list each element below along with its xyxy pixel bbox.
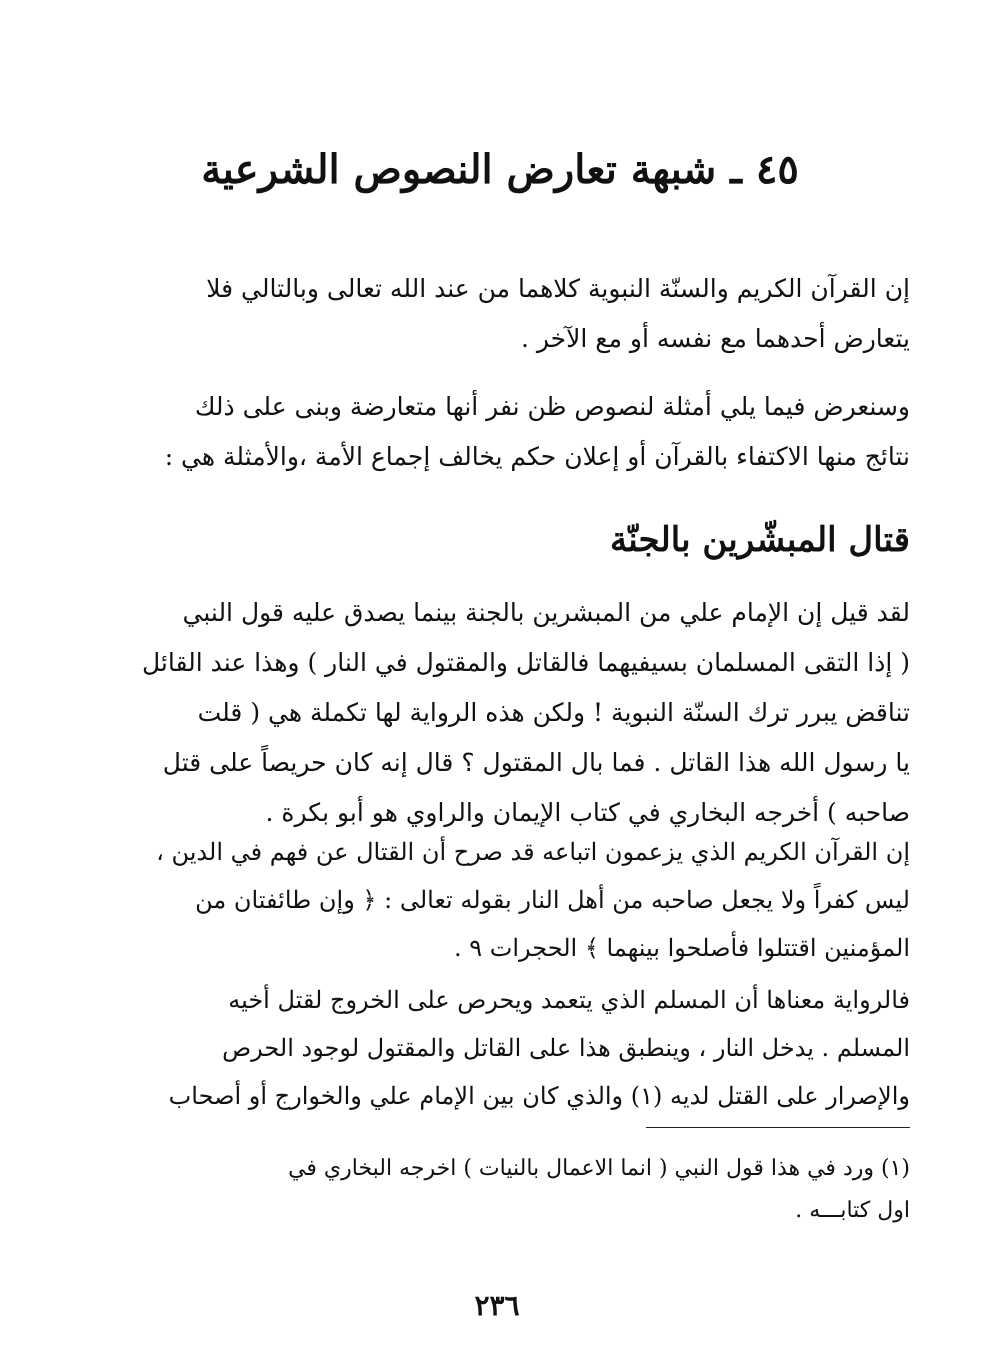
text-line: والإصرار على القتل لديه (١) والذي كان بين الإمام علي والخوارج أو أصحاب	[168, 1082, 910, 1110]
text-line: إن القرآن الكريم الذي يزعمون اتباعه قد صرح أن القتال عن فهم في الدين ،	[156, 838, 910, 866]
text-line: المؤمنين اقتتلوا فأصلحوا بينهما ﴾ الحجرات ٩ .	[453, 934, 910, 962]
footnote	[78, 1148, 910, 1232]
footnote-line: اول كتابـــه .	[795, 1198, 910, 1223]
intro-paragraph-1	[78, 264, 910, 364]
text-line: لقد قيل إن الإمام علي من المبشرين بالجنة بينما يصدق عليه قول النبي	[182, 598, 910, 627]
section-heading: قتال المبشّرين بالجنّة	[609, 520, 910, 560]
text-line: ( إذا التقى المسلمان بسيفيهما فالقاتل والمقتول في النار ) وهذا عند القائل	[141, 648, 910, 677]
text-line: إن القرآن الكريم والسنّة النبوية كلاهما من عند الله تعالى وبالتالي فلا	[206, 274, 910, 303]
text-line: ليس كفراً ولا يجعل صاحبه من أهل النار بقوله تعالى : ﴿ وإن طائفتان من	[195, 886, 910, 914]
chapter-title: ٤٥ ـ شبهة تعارض النصوص الشرعية	[201, 146, 799, 193]
body-paragraph-2	[78, 828, 910, 972]
text-line: فالرواية معناها أن المسلم الذي يتعمد ويحرص على الخروج لقتل أخيه	[228, 986, 910, 1014]
text-line: وسنعرض فيما يلي أمثلة لنصوص ظن نفر أنها متعارضة وبنى على ذلك	[194, 392, 910, 421]
text-line: صاحبه ) أخرجه البخاري في كتاب الإيمان والراوي هو أبو بكرة .	[265, 798, 910, 827]
text-line: تناقض يبرر ترك السنّة النبوية ! ولكن هذه الرواية لها تكملة هي ( قلت	[197, 698, 910, 727]
footnote-divider	[646, 1127, 910, 1128]
intro-paragraph-2	[78, 382, 910, 482]
page-number: ٢٣٦	[474, 1289, 520, 1322]
text-line: المسلم . يدخل النار ، وينطبق هذا على القاتل والمقتول لوجود الحرص	[222, 1034, 910, 1062]
text-line: يا رسول الله هذا القاتل . فما بال المقتول ؟ قال إنه كان حريصاً على قتل	[162, 748, 910, 777]
footnote-line: (١) ورد في هذا قول النبي ( انما الاعمال بالنيات ) اخرجه البخاري في	[288, 1156, 910, 1181]
body-paragraph-1	[78, 588, 910, 838]
body-paragraph-3	[78, 976, 910, 1120]
text-line: نتائج منها الاكتفاء بالقرآن أو إعلان حكم يخالف إجماع الأمة ،والأمثلة هي :	[164, 442, 910, 471]
text-line: يتعارض أحدهما مع نفسه أو مع الآخر .	[520, 324, 910, 353]
